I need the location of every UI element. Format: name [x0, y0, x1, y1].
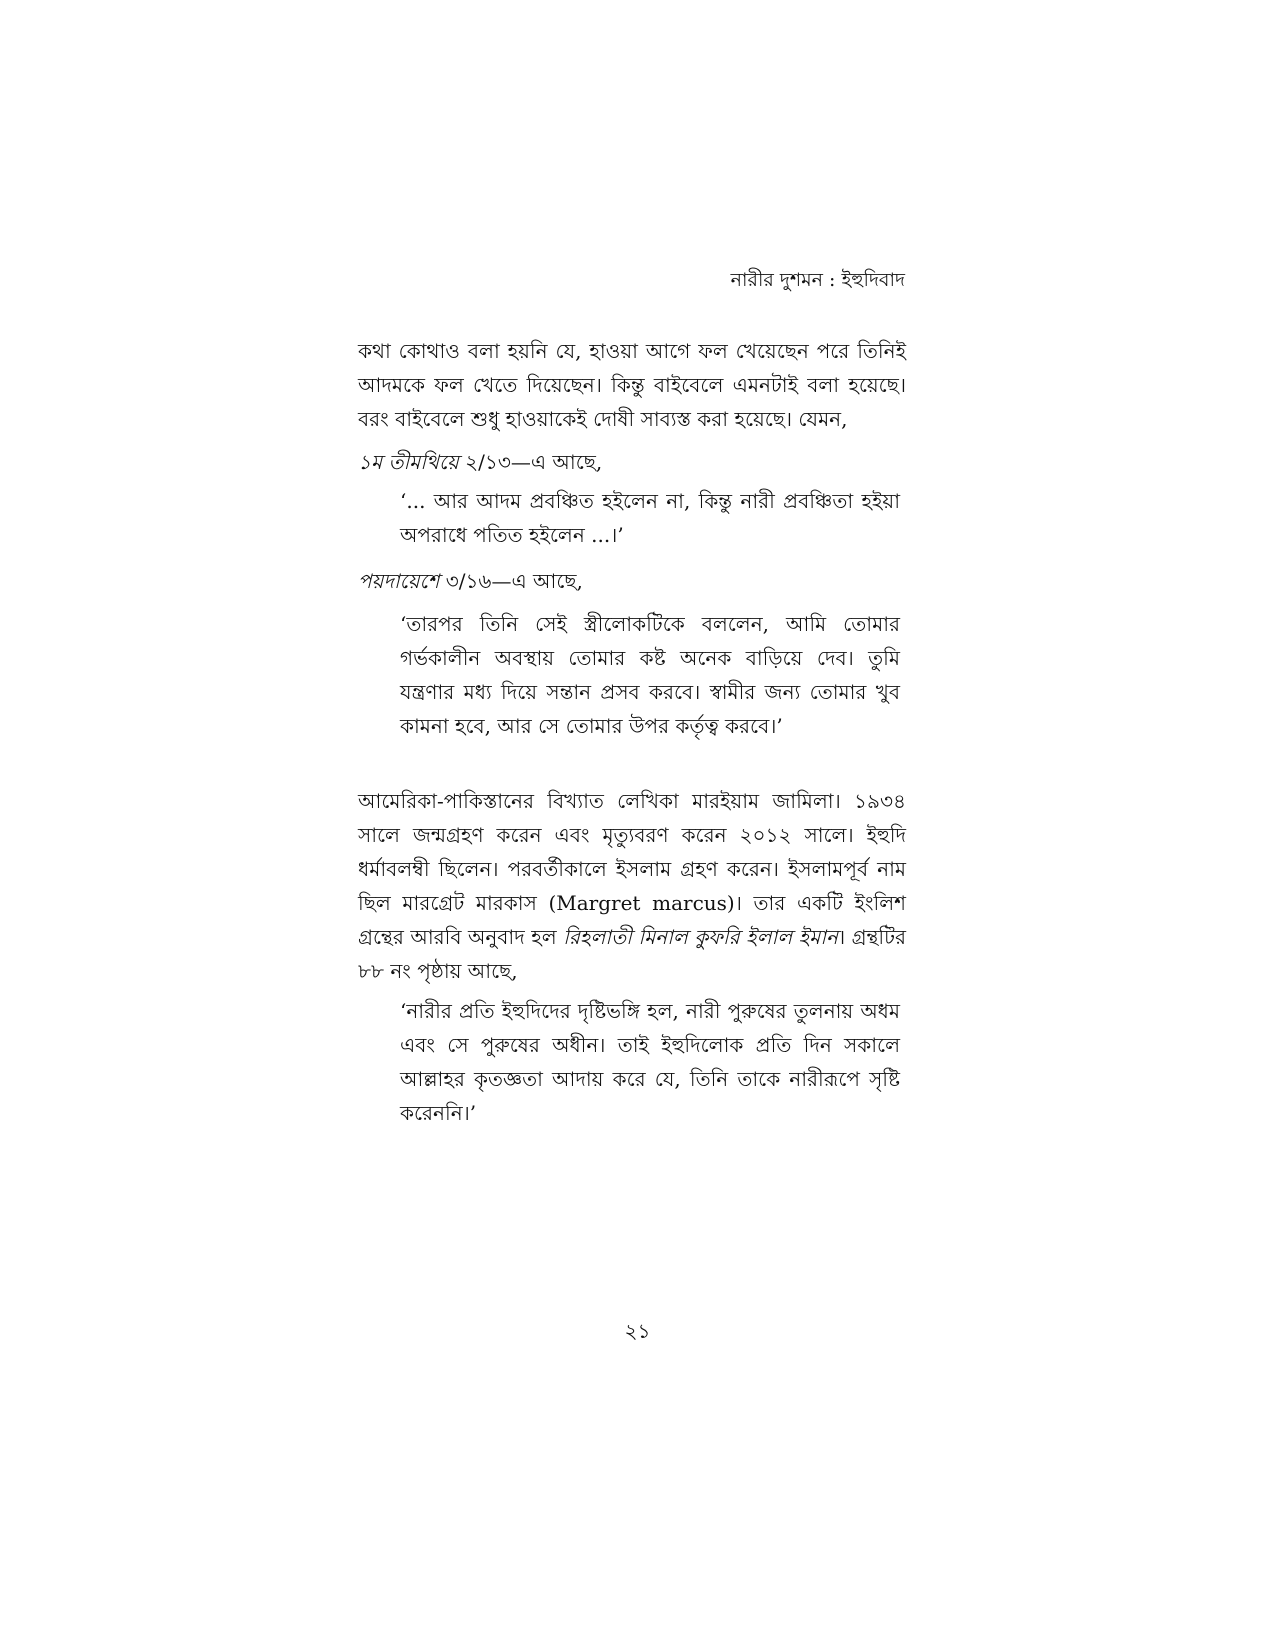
- block-quote-1: ‘... আর আদম প্রবঞ্চিত হইলেন না, কিন্তু নারী প্রবঞ্চিতা হইয়া অপরাধে পতিত হইলেন ...।’: [400, 489, 900, 547]
- running-header: নারীর দুশমন : ইহুদিবাদ: [730, 269, 905, 291]
- page-number: ২১: [624, 1319, 651, 1343]
- body-paragraph-2: [358, 784, 906, 988]
- block-quote-3: ‘নারীর প্রতি ইহুদিদের দৃষ্টিভঙ্গি হল, নারী পুরুষের তুলনায় অধম এবং সে পুরুষের অধীন। তাই ইহুদিলোক প্রতি দিন সকালে আল্লাহর কৃতজ্ঞতা আদায় করে যে, তিনি তাকে নারীরূপে সৃষ্টি করেননি।’: [400, 999, 900, 1125]
- reference-text: ২/১৩—এ আছে,: [458, 450, 603, 474]
- book-title: রিহলাতী মিনাল কুফরি ইলাল ইমান: [563, 925, 838, 949]
- scripture-reference-1: [358, 445, 906, 479]
- body-paragraph-1: কথা কোথাও বলা হয়নি যে, হাওয়া আগে ফল খেয়েছেন পরে তিনিই আদমকে ফল খেতে দিয়েছেন। কিন্তু বাইবেলে এমনটাই বলা হয়েছে। বরং বাইবেলে শুধু হাওয়াকেই দোষী সাব্যস্ত করা হয়েছে। যেমন,: [358, 339, 906, 431]
- reference-source: ১ম তীমথিয়ে: [358, 450, 459, 474]
- block-quote-2: ‘তারপর তিনি সেই স্ত্রীলোকটিকে বললেন, আমি তোমার গর্ভকালীন অবস্থায় তোমার কষ্ট অনেক বাড়িয়ে দেব। তুমি যন্ত্রণার মধ্য দিয়ে সন্তান প্রসব করবে। স্বামীর জন্য তোমার খুব কামনা হবে, আর সে তোমার উপর কর্তৃত্ব করবে।’: [400, 612, 900, 738]
- reference-text: ৩/১৬—এ আছে,: [439, 569, 583, 593]
- paragraph-text: । গ্রন্থটির ৮৮ নং পৃষ্ঠায় আছে,: [358, 925, 907, 983]
- paragraph-text: আমেরিকা-পাকিস্তানের বিখ্যাত লেখিকা মারইয়াম জামিলা। ১৯৩৪ সালে জন্মগ্রহণ করেন এবং মৃত্যুবরণ করেন ২০১২ সালে। ইহুদি ধর্মাবলম্বী ছিলেন। পরবর্তীকালে ইসলাম গ্রহণ করেন। ইসলামপূর্ব নাম ছিল মারগ্রেট মারকাস (Margret marcus)। তার একটি ইংলিশ গ্রন্থের আরবি অনুবাদ হল: [358, 789, 906, 949]
- scripture-reference-2: [358, 564, 906, 598]
- reference-source: পয়দায়েশে: [358, 569, 440, 593]
